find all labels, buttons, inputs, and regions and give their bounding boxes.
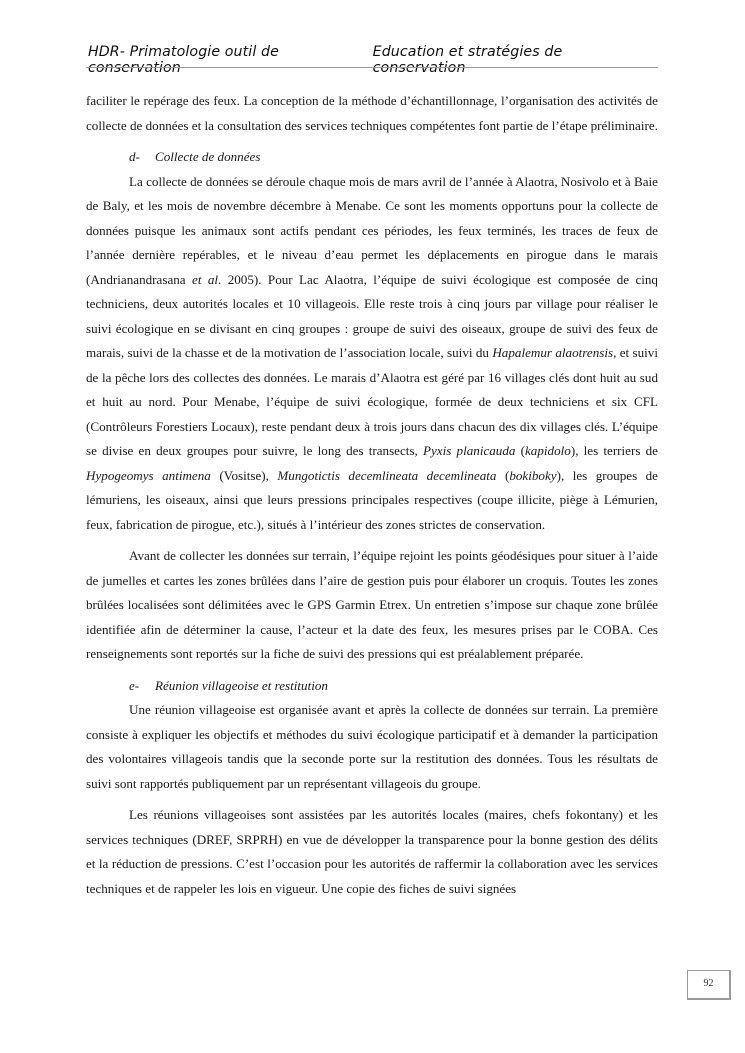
section-title-e: Réunion villageoise et restitution: [155, 677, 328, 693]
header-right-title: Education et stratégies de conservation: [372, 44, 563, 76]
page-number: 92: [687, 970, 731, 1000]
paragraph-collecte: [86, 170, 658, 538]
text-run: (Vositse),: [210, 467, 278, 483]
text-run: ), les groupes de lémuriens, les oiseaux, ainsi que leurs pressions principales respectives (coupe illicite, piège à Lémurien, feux, fabrication de pirogue, etc.), situés à l’intérieur des zones strictes de conservation.: [86, 467, 658, 532]
section-heading-d: [86, 145, 658, 170]
species-name: Hapalemur alaotrensis: [492, 345, 614, 360]
paragraph-terrain: Avant de collecter les données sur terrain, l’équipe rejoint les points géodésiques pour situer à l’aide de jumelles et cartes les zones brûlées dans l’aire de gestion puis pour élaborer un croquis. Toutes les zones brûlées localisées sont délimitées avec le GPS Garmin Etrex. Un entretien s’impose sur chaque zone brûlée identifiée afin de déterminer la cause, l’acteur et la date des feux, les mesures prises par le COBA. Ces renseignements sont reportés sur la fiche de suivi des pressions qui est préalablement préparée.: [86, 548, 658, 661]
paragraph-autorites: Les réunions villageoises sont assistées par les autorités locales (maires, chefs fokontany) et les services techniques (DREF, SRPRH) en vue de développer la transparence pour la bonne gestion des délits et la réduction de pressions. C’est l’occasion pour les autorités de raffermir la collaboration avec les services techniques et de rappeler les lois en vigueur. Une copie des fiches de suivi signées: [86, 807, 658, 896]
text-run: ), les terriers de: [570, 443, 658, 458]
page-header: [88, 44, 656, 76]
text-run: , et suivi de la pêche lors des collectes des données. Le marais d’Alaotra est géré par 16 villages clés dont huit au sud et huit au nord. Pour Menabe, l’équipe de suivi écologique, formée de deux techniciens et six CFL (Contrôleurs Forestiers Locaux), reste pendant deux à trois jours dans chacun des dix villages clés. L’équipe se divise en deux groupes pour suivre, le long des transects,: [86, 345, 658, 458]
text-run: . 2005). Pour Lac Alaotra, l’équipe de suivi écologique est composée de cinq techniciens, deux autorités locales et 10 villageois. Elle reste trois à cinq jours par village pour réaliser le suivi écologique en se divisant en cinq groupes : groupe de suivi des oiseaux, groupe de suivi des feux de marais, suivi de la chasse et de la motivation de l’association locale, suivi du: [86, 271, 658, 360]
paragraph-intro: faciliter le repérage des feux. La conception de la méthode d’échantillonnage, l’organisation des activités de collecte de données et la consultation des services techniques compétentes font partie de l’étape préliminaire.: [86, 93, 658, 133]
header-left-title: HDR- Primatologie outil de conservation: [88, 44, 279, 76]
text-run: (: [515, 443, 525, 458]
paragraph-reunion: Une réunion villageoise est organisée avant et après la collecte de données sur terrain. La première consiste à expliquer les objectifs et méthodes du suivi écologique participatif et à demander la participation des volontaires villageois tandis que la seconde porte sur la restitution des données. Tous les résultats de suivi sont rapportés publiquement par un représentant villageois du groupe.: [86, 702, 658, 791]
section-label-d: d-: [129, 149, 140, 164]
text-run: (: [496, 467, 510, 483]
text-run: La collecte de données se déroule chaque mois de mars avril de l’année à Alaotra, Nosivolo et à Baie de Baly, et les mois de novembre décembre à Menabe. Ce sont les moments opportuns pour la collecte de données puisque les animaux sont actifs pendant ces périodes, les feux terminés, les traces de feux de l’année dernière repérables, et le niveau d’eau permet les déplacements en pirogue dans le marais (Andrianandrasana: [86, 173, 658, 287]
section-label-e: e-: [129, 677, 140, 693]
document-body: [86, 89, 658, 901]
section-title-d: Collecte de données: [155, 149, 261, 164]
species-name: Pyxis planicauda: [423, 443, 516, 458]
local-name: bokiboky: [509, 467, 557, 483]
species-name: Hypogeomys antimena: [86, 467, 211, 483]
header-divider: [86, 67, 658, 68]
text-italic: et al: [192, 271, 219, 287]
local-name: kapidolo: [525, 443, 571, 458]
species-name: Mungotictis decemlineata decemlineata: [277, 467, 497, 483]
section-heading-e: [86, 674, 658, 699]
